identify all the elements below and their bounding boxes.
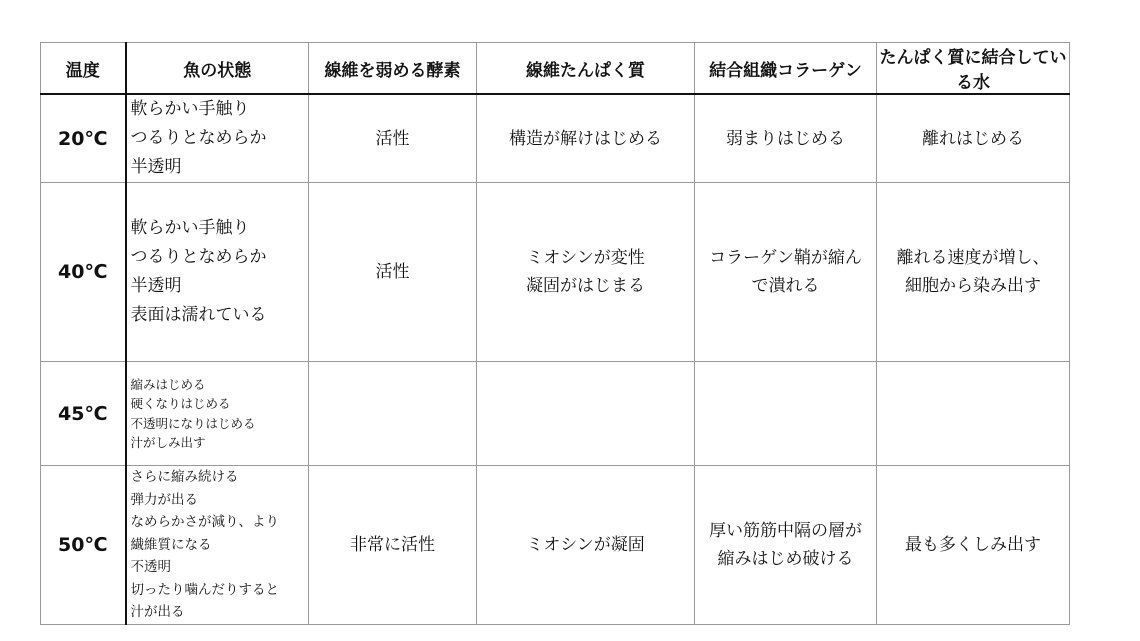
cell-text-line: 弱まりはじめる: [726, 128, 845, 149]
table-row: [41, 466, 1070, 625]
fish-state-cell: [126, 362, 309, 466]
table-row: [41, 183, 1070, 362]
cell-text-line: つるりとなめらか: [130, 247, 267, 267]
cell-text-line: 活性: [375, 128, 410, 149]
cell-text-line: 非常に活性: [350, 534, 435, 555]
header-protein: 線維たんぱく質: [477, 43, 695, 95]
cell-text-line: つるりとなめらか: [130, 128, 267, 148]
cell-text-line: 不透明: [130, 559, 171, 575]
cell-text-line: 縮みはじめる: [130, 376, 206, 392]
cell-text-line: さらに縮み続ける: [130, 469, 239, 485]
temperature-cell: 45℃: [41, 362, 126, 466]
cell-text-line: ミオシンが変性: [526, 248, 645, 268]
cell-text-line: なめらかさが減り、より: [130, 514, 279, 530]
protein-cell: [477, 183, 695, 362]
water-cell: [877, 362, 1070, 466]
temperature-cell: 20℃: [41, 94, 126, 183]
protein-cell: [477, 466, 695, 625]
header-collagen: 結合組織コラーゲン: [695, 43, 877, 95]
water-cell: [877, 94, 1070, 183]
cell-text-line: 硬くなりはじめる: [130, 396, 231, 411]
fish-state-cell: [126, 466, 309, 625]
temperature-cell: 50℃: [41, 466, 126, 625]
cell-text-line: 離れる速度が増し、: [896, 248, 1050, 268]
cell-text-line: 弾力が出る: [130, 491, 198, 508]
enzyme-cell: [309, 362, 477, 466]
protein-cell: [477, 362, 695, 466]
header-water: たんぱく質に結合している水: [877, 43, 1070, 95]
cell-text-line: 離れはじめる: [922, 128, 1024, 149]
cell-text-line: コラーゲン鞘が縮ん: [709, 248, 862, 268]
cell-text-line: 最も多くしみ出す: [905, 534, 1041, 555]
cell-text-line: 構造が解けはじめる: [509, 128, 662, 149]
fish-state-cell: [126, 183, 309, 362]
cell-text-line: 不透明になりはじめる: [130, 415, 256, 431]
fish-temperature-table: [40, 42, 1070, 625]
protein-cell: [477, 94, 695, 183]
fish-state-cell: [126, 94, 309, 183]
water-cell: [877, 183, 1070, 362]
cell-text-line: 半透明: [130, 157, 182, 177]
header-fish-state: 魚の状態: [126, 43, 309, 95]
table-row: [41, 94, 1070, 183]
header-enzyme: 線維を弱める酵素: [309, 43, 477, 95]
collagen-cell: [695, 362, 877, 466]
cell-text-line: 軟らかい手触り: [130, 218, 250, 238]
enzyme-cell: [309, 466, 477, 625]
table-row: [41, 362, 1070, 466]
enzyme-cell: [309, 183, 477, 362]
cell-text-line: 汁がしみ出す: [130, 435, 206, 450]
temperature-cell: 40℃: [41, 183, 126, 362]
cell-text-line: 縮みはじめ破ける: [717, 548, 854, 569]
cell-text-line: 表面は濡れている: [130, 305, 267, 325]
cell-text-line: 軟らかい手触り: [130, 99, 250, 119]
cell-text-line: 繊維質になる: [130, 536, 212, 553]
cell-text-line: 汁が出る: [130, 604, 185, 620]
cell-text-line: 細胞から染み出す: [905, 276, 1041, 296]
cell-text-line: ミオシンが凝固: [526, 534, 645, 555]
water-cell: [877, 466, 1070, 625]
cell-text-line: で潰れる: [751, 276, 820, 296]
collagen-cell: [695, 94, 877, 183]
cell-text-line: 切ったり噛んだりすると: [130, 581, 279, 598]
collagen-cell: [695, 466, 877, 625]
header-temperature: 温度: [41, 43, 126, 95]
header-row: [41, 43, 1070, 95]
cell-text-line: 半透明: [130, 276, 182, 296]
cell-text-line: 厚い筋筋中隔の層が: [709, 520, 862, 541]
collagen-cell: [695, 183, 877, 362]
cell-text-line: 活性: [375, 262, 410, 282]
enzyme-cell: [309, 94, 477, 183]
cell-text-line: 凝固がはじまる: [526, 276, 645, 296]
